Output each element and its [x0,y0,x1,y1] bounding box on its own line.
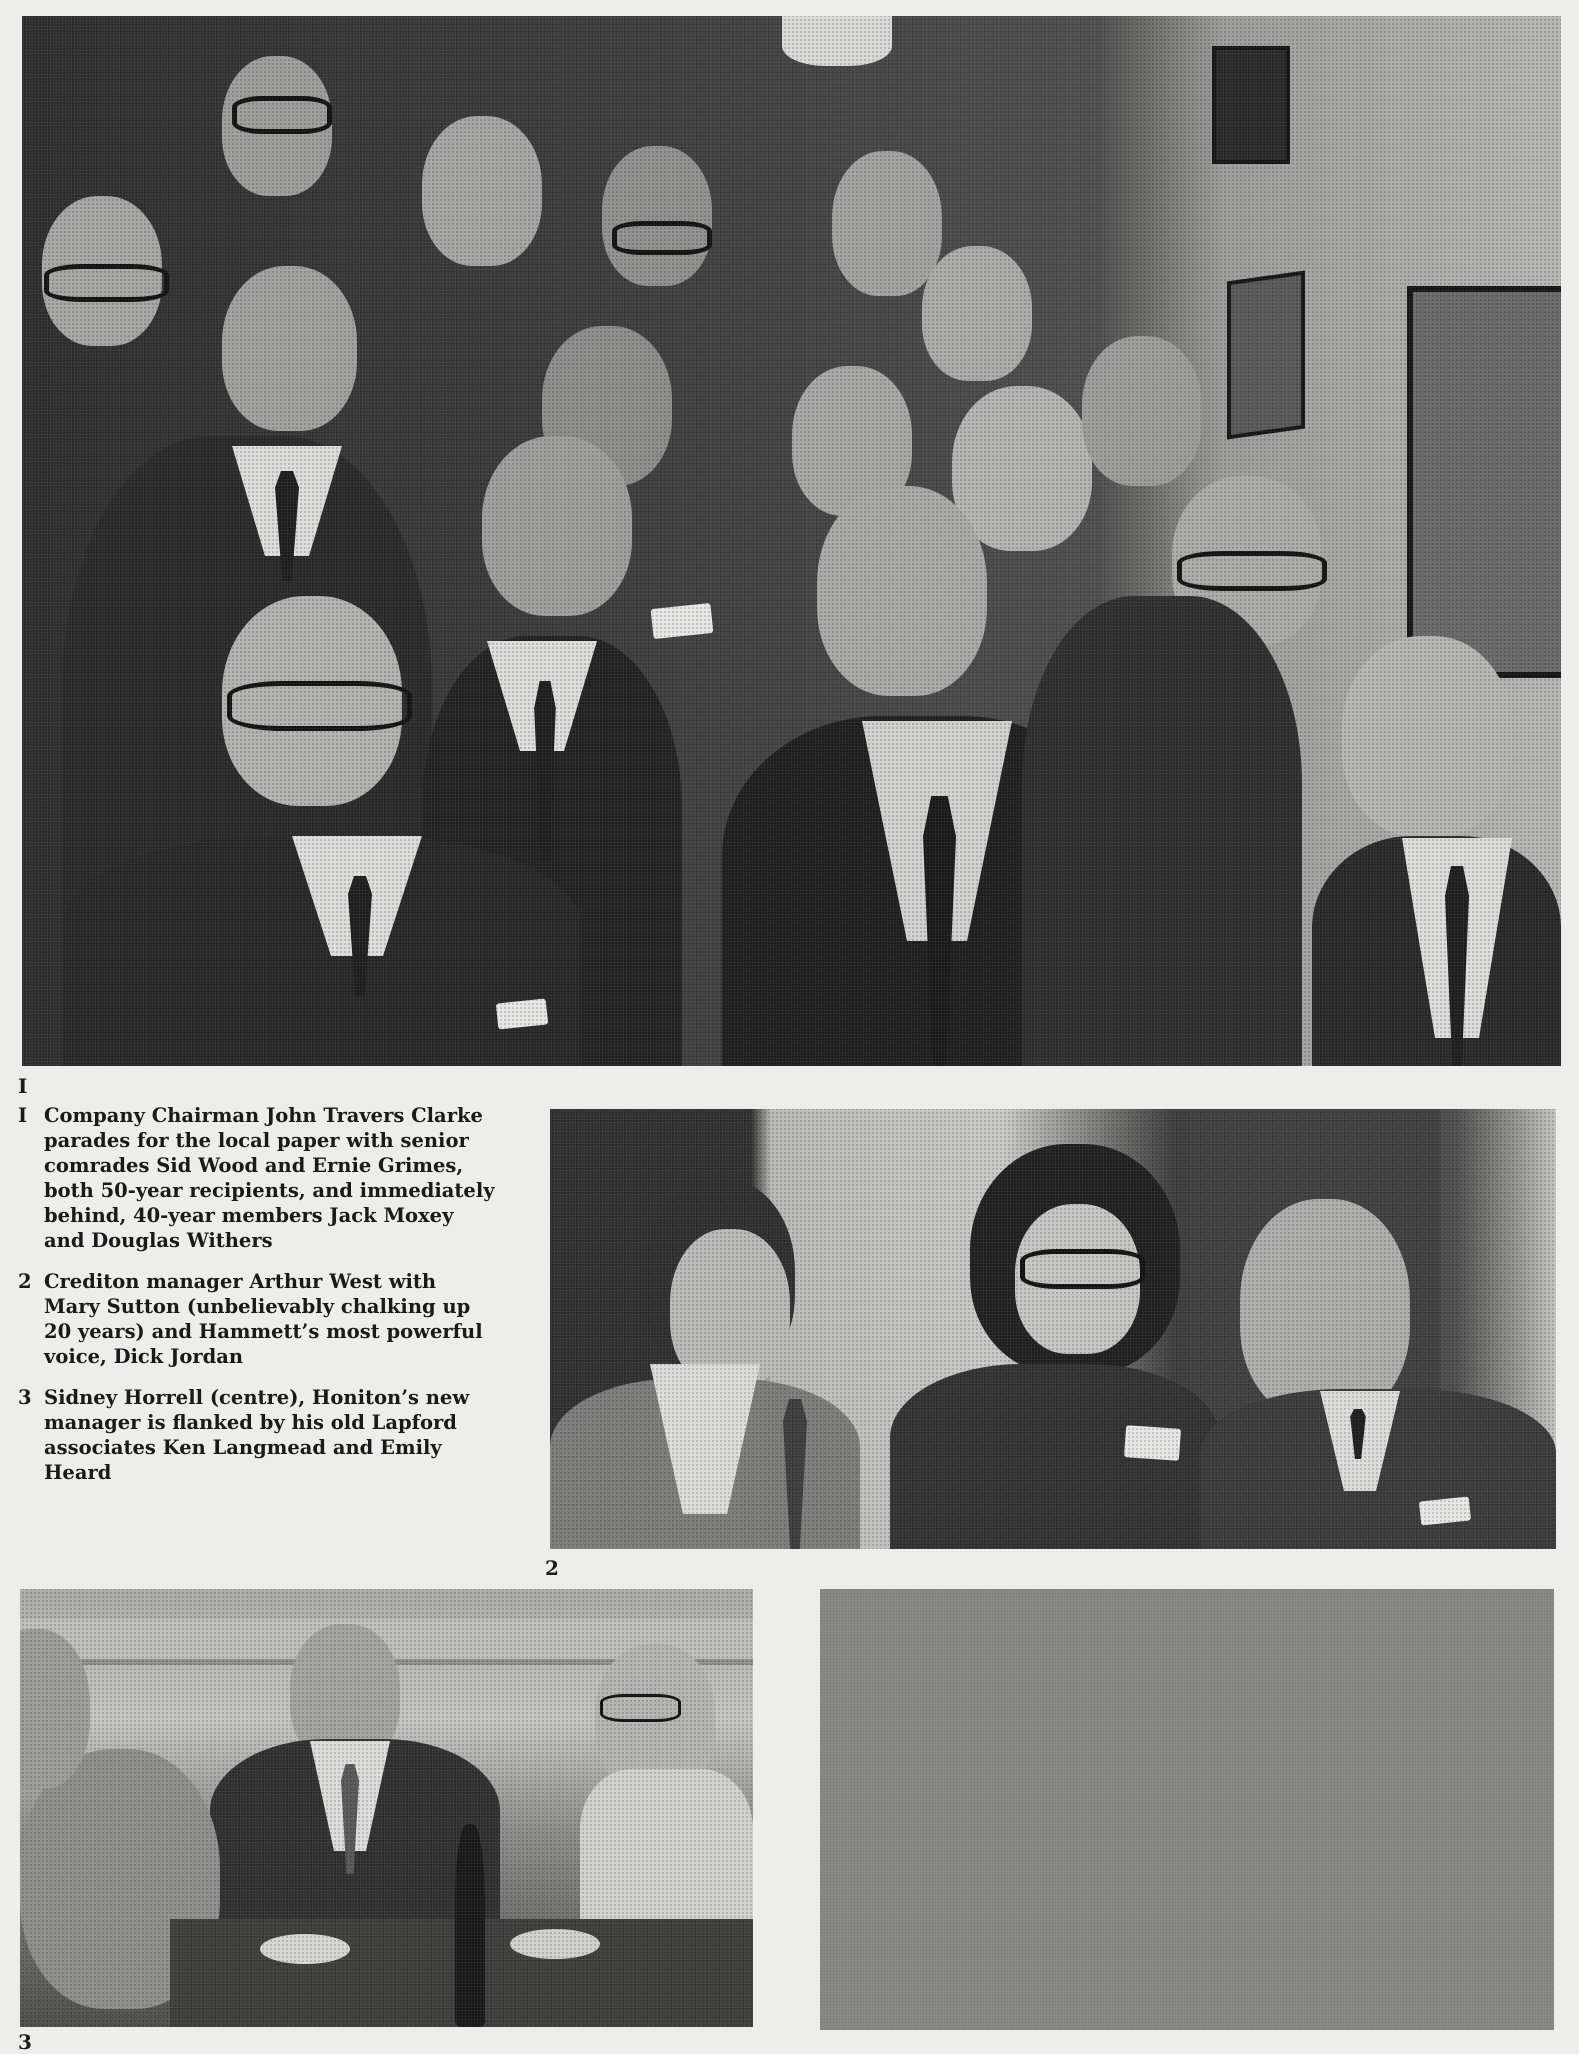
person-head [1342,636,1512,836]
person-head [922,246,1032,381]
photo-3-number: 3 [18,2030,32,2054]
person-head [422,116,542,266]
plate [260,1934,350,1964]
ceiling-lamp [782,16,892,66]
picture-frame [1407,286,1561,678]
caption-item [18,1269,498,1369]
glasses [600,1694,681,1722]
caption-item [18,1385,498,1485]
picture-frame [1212,46,1290,164]
glasses [612,221,712,255]
glasses [1020,1249,1145,1289]
glasses [227,681,412,731]
caption-list [18,1103,498,1501]
chairman-head [817,486,987,696]
caption-text: Crediton manager Arthur West with Mary Sutton (unbelievably chalking up 20 years) and Hammett’s most powerful voice, Dick Jordan [44,1270,483,1368]
person-head [1082,336,1202,486]
name-badge [496,998,548,1029]
plate [510,1929,600,1959]
caption-text: Sidney Horrell (centre), Honiton’s new manager is flanked by his old Lapford associates Ken Langmead and Emily Heard [44,1386,470,1484]
name-badge [651,603,714,639]
glasses [1177,551,1327,591]
person-head [602,146,712,286]
caption-number: I [18,1104,28,1127]
person-head [1240,1199,1410,1419]
glasses [232,96,332,134]
blank-gray-panel [820,1589,1554,2030]
photo-3-dinner-table [20,1589,753,2027]
caption-number: 2 [18,1270,32,1293]
photo-1-number: I [18,1074,28,1098]
caption-item [18,1103,498,1253]
photo-1-group-portrait [22,16,1561,1066]
glasses [44,264,169,302]
person-head [832,151,942,296]
person-head [222,266,357,431]
name-badge [1124,1425,1181,1461]
person-head [482,436,632,616]
photo-2-number: 2 [545,1556,559,1580]
caption-number: 3 [18,1386,32,1409]
wine-bottle [455,1824,485,2027]
photo-2-three-people [550,1109,1556,1549]
suit [1022,596,1302,1066]
picture-frame [1227,271,1305,440]
caption-text: Company Chairman John Travers Clarke parades for the local paper with senior comrades Sid Wood and Ernie Grimes, both 50-year recipients, and immediately behind, 40-year members Jack Moxey and Douglas Withers [44,1104,495,1252]
person-head [952,386,1092,551]
